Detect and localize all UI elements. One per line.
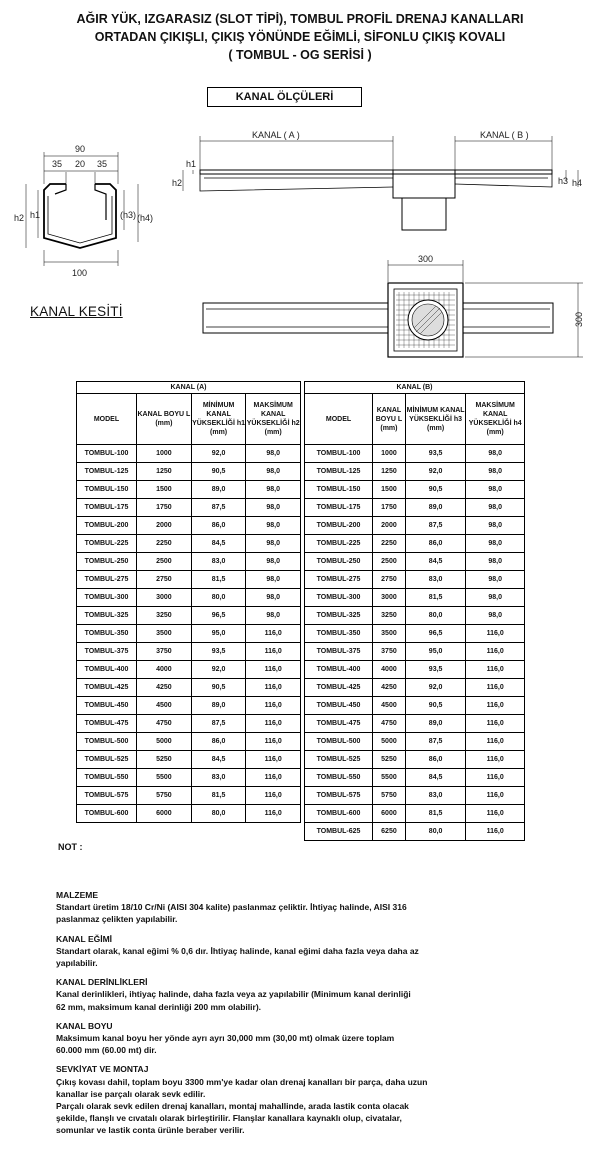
- table-row: [305, 607, 525, 625]
- table-cell: 84,5: [191, 535, 246, 553]
- table-cell: 2000: [373, 517, 406, 535]
- note-title: KANAL BOYU: [56, 1020, 113, 1031]
- table-cell: TOMBUL-525: [305, 751, 373, 769]
- table-cell: 98,0: [246, 445, 301, 463]
- note-line: şekilde, flanşlı ve cıvatalı olarak birleştirilir. Flanşlar kanallara kaynaklı olup, civatalar,: [56, 1113, 402, 1124]
- table-cell: 90,5: [191, 679, 246, 697]
- table-cell: TOMBUL-600: [305, 805, 373, 823]
- table-cell: 4500: [136, 697, 191, 715]
- title-line-2: ORTADAN ÇIKIŞLI, ÇIKIŞ YÖNÜNDE EĞİMLİ, SİFONLU ÇIKIŞ KOVALI: [94, 30, 506, 44]
- table-cell: 3250: [136, 607, 191, 625]
- dim-h4: (h4): [137, 213, 154, 223]
- table-cell: TOMBUL-600: [77, 805, 137, 823]
- table-cell: 116,0: [246, 769, 301, 787]
- note-line: Standart üretim 18/10 Cr/Ni (AISI 304 kalite) paslanmaz çeliktir. İhtiyaç halinde, AISI 316: [56, 902, 407, 913]
- table-cell: 80,0: [405, 823, 466, 841]
- table-cell: 116,0: [466, 715, 525, 733]
- table-cell: 116,0: [466, 661, 525, 679]
- table-row: [77, 769, 301, 787]
- table-cell: 80,0: [405, 607, 466, 625]
- table-cell: TOMBUL-200: [77, 517, 137, 535]
- dim-h2: h2: [14, 213, 25, 223]
- table-cell: 116,0: [466, 697, 525, 715]
- table-cell: 4750: [373, 715, 406, 733]
- table-cell: TOMBUL-550: [305, 769, 373, 787]
- table-cell: 1750: [373, 499, 406, 517]
- table-cell: 98,0: [466, 535, 525, 553]
- table-row: [305, 679, 525, 697]
- dim-h1: h1: [30, 210, 41, 220]
- table-cell: TOMBUL-325: [77, 607, 137, 625]
- table-cell: TOMBUL-625: [305, 823, 373, 841]
- table-cell: 98,0: [466, 517, 525, 535]
- table-row: [77, 715, 301, 733]
- table-cell: 116,0: [466, 769, 525, 787]
- column-header: MODEL: [305, 394, 373, 445]
- table-row: [77, 607, 301, 625]
- side-view-drawing: [183, 136, 578, 230]
- note-line: 62 mm, maksimum kanal derinliği 200 mm olabilir).: [56, 1001, 262, 1012]
- table-cell: TOMBUL-425: [305, 679, 373, 697]
- table-cell: 98,0: [466, 481, 525, 499]
- table-cell: 116,0: [466, 643, 525, 661]
- table-cell: 93,5: [405, 661, 466, 679]
- table-cell: 83,0: [191, 769, 246, 787]
- table-cell: 90,5: [405, 481, 466, 499]
- table-row: [77, 661, 301, 679]
- table-cell: 98,0: [466, 463, 525, 481]
- table-cell: 6250: [373, 823, 406, 841]
- dim-seg-1: 35: [52, 159, 63, 169]
- table-cell: 116,0: [466, 733, 525, 751]
- table-cell: 92,0: [191, 661, 246, 679]
- table-row: [77, 553, 301, 571]
- table-row: [305, 625, 525, 643]
- table-cell: TOMBUL-150: [77, 481, 137, 499]
- table-cell: TOMBUL-200: [305, 517, 373, 535]
- table-cell: 98,0: [246, 463, 301, 481]
- column-header: KANAL BOYU L (mm): [136, 394, 191, 445]
- table-cell: TOMBUL-225: [77, 535, 137, 553]
- table-cell: 84,5: [405, 553, 466, 571]
- table-row: [305, 823, 525, 841]
- table-cell: TOMBUL-275: [305, 571, 373, 589]
- table-cell: 2250: [136, 535, 191, 553]
- table-cell: 5250: [136, 751, 191, 769]
- table-cell: TOMBUL-575: [305, 787, 373, 805]
- table-cell: 1250: [136, 463, 191, 481]
- table-cell: 92,0: [191, 445, 246, 463]
- table-cell: 87,5: [191, 715, 246, 733]
- table-cell: TOMBUL-150: [305, 481, 373, 499]
- table-cell: 3750: [373, 643, 406, 661]
- table-cell: 116,0: [246, 679, 301, 697]
- table-cell: 4250: [373, 679, 406, 697]
- table-cell: TOMBUL-525: [77, 751, 137, 769]
- table-row: [77, 751, 301, 769]
- table-cell: 116,0: [466, 751, 525, 769]
- note-title: KANAL EĞİMİ: [56, 933, 113, 944]
- table-cell: 89,0: [191, 481, 246, 499]
- table-cell: 116,0: [466, 805, 525, 823]
- table-cell: TOMBUL-125: [77, 463, 137, 481]
- table-cell: 116,0: [246, 787, 301, 805]
- dim-h3: (h3): [120, 210, 137, 220]
- table-row: [305, 553, 525, 571]
- table-cell: TOMBUL-400: [305, 661, 373, 679]
- table-cell: 87,5: [405, 517, 466, 535]
- table-row: [77, 625, 301, 643]
- dim-width-top: 90: [75, 144, 86, 154]
- table-cell: 81,5: [405, 805, 466, 823]
- side-h4: h4: [572, 178, 583, 188]
- table-cell: 92,0: [405, 463, 466, 481]
- table-cell: 116,0: [466, 625, 525, 643]
- note-line: kanallar ise parçalı olarak sevk edilir.: [56, 1088, 206, 1099]
- table-cell: 116,0: [466, 679, 525, 697]
- table-row: [77, 805, 301, 823]
- table-cell: 5500: [136, 769, 191, 787]
- table-row: [77, 697, 301, 715]
- table-cell: 96,5: [405, 625, 466, 643]
- table-row: [77, 643, 301, 661]
- table-cell: 90,5: [191, 463, 246, 481]
- column-header: MAKSİMUM KANAL YÜKSEKLİĞİ h2 (mm): [246, 394, 301, 445]
- table-row: [305, 715, 525, 733]
- table-row: [305, 463, 525, 481]
- table-cell: 5250: [373, 751, 406, 769]
- table-row: [305, 445, 525, 463]
- table-cell: 95,0: [191, 625, 246, 643]
- title-line-1: AĞIR YÜK, IZGARASIZ (SLOT TİPİ), TOMBUL PROFİL DRENAJ KANALLARI: [76, 12, 524, 26]
- table-cell: 86,0: [405, 751, 466, 769]
- table-cell: TOMBUL-275: [77, 571, 137, 589]
- table-cell: 116,0: [246, 643, 301, 661]
- table-row: [77, 463, 301, 481]
- table-cell: 89,0: [191, 697, 246, 715]
- table-cell: TOMBUL-225: [305, 535, 373, 553]
- table-cell: 98,0: [466, 499, 525, 517]
- table-row: [305, 661, 525, 679]
- table-cell: 87,5: [405, 733, 466, 751]
- table-row: [305, 571, 525, 589]
- table-cell: TOMBUL-100: [77, 445, 137, 463]
- table-cell: 98,0: [466, 571, 525, 589]
- table-b-group: KANAL (B): [305, 382, 525, 394]
- table-cell: 98,0: [466, 445, 525, 463]
- table-cell: 1250: [373, 463, 406, 481]
- table-cell: 4250: [136, 679, 191, 697]
- table-row: [77, 535, 301, 553]
- table-cell: 98,0: [246, 517, 301, 535]
- table-cell: TOMBUL-450: [77, 697, 137, 715]
- table-cell: 98,0: [466, 553, 525, 571]
- top-dim-width: 300: [418, 254, 434, 264]
- table-kanal-b: [304, 381, 525, 841]
- table-row: [305, 499, 525, 517]
- table-cell: 1750: [136, 499, 191, 517]
- table-cell: 1000: [136, 445, 191, 463]
- column-header: MODEL: [77, 394, 137, 445]
- table-row: [305, 697, 525, 715]
- table-row: [305, 751, 525, 769]
- note-line: Parçalı olarak sevk edilen drenaj kanalları, montaj mahallinde, arada lastik conta olacak: [56, 1101, 409, 1112]
- table-cell: 98,0: [246, 481, 301, 499]
- cross-section-drawing: [26, 152, 138, 266]
- table-cell: TOMBUL-175: [305, 499, 373, 517]
- table-row: [77, 589, 301, 607]
- table-cell: 3000: [136, 589, 191, 607]
- table-cell: 86,0: [191, 517, 246, 535]
- table-cell: 116,0: [466, 787, 525, 805]
- label-kanal-b: KANAL ( B ): [480, 130, 529, 140]
- note-line: Standart olarak, kanal eğimi % 0,6 dır. İhtiyaç halinde, kanal eğimi daha fazla veya daha az: [56, 945, 419, 956]
- table-a-group: KANAL (A): [77, 382, 301, 394]
- table-cell: 81,5: [191, 571, 246, 589]
- table-cell: TOMBUL-350: [77, 625, 137, 643]
- table-cell: TOMBUL-175: [77, 499, 137, 517]
- table-cell: 116,0: [246, 733, 301, 751]
- table-cell: TOMBUL-300: [77, 589, 137, 607]
- table-cell: 116,0: [246, 715, 301, 733]
- table-cell: 96,5: [191, 607, 246, 625]
- table-cell: TOMBUL-125: [305, 463, 373, 481]
- table-cell: 1500: [136, 481, 191, 499]
- table-cell: TOMBUL-500: [305, 733, 373, 751]
- table-kanal-a: [76, 381, 301, 823]
- table-row: [305, 769, 525, 787]
- table-cell: TOMBUL-400: [77, 661, 137, 679]
- dim-seg-3: 35: [97, 159, 108, 169]
- table-cell: 1500: [373, 481, 406, 499]
- note-title: KANAL DERİNLİKLERİ: [56, 977, 148, 988]
- table-cell: 4000: [136, 661, 191, 679]
- table-cell: 116,0: [246, 697, 301, 715]
- table-cell: 98,0: [246, 535, 301, 553]
- table-cell: 98,0: [246, 607, 301, 625]
- table-cell: TOMBUL-575: [77, 787, 137, 805]
- table-cell: TOMBUL-475: [77, 715, 137, 733]
- table-cell: TOMBUL-350: [305, 625, 373, 643]
- table-cell: TOMBUL-425: [77, 679, 137, 697]
- table-cell: 2500: [136, 553, 191, 571]
- table-cell: 5750: [373, 787, 406, 805]
- side-h1: h1: [186, 159, 197, 169]
- table-cell: 98,0: [246, 589, 301, 607]
- table-row: [77, 499, 301, 517]
- table-cell: TOMBUL-550: [77, 769, 137, 787]
- table-cell: 90,5: [405, 697, 466, 715]
- table-row: [77, 445, 301, 463]
- column-header: MİNİMUM KANAL YÜKSEKLİĞİ h3 (mm): [405, 394, 466, 445]
- top-view-drawing: [203, 260, 583, 357]
- side-h3: h3: [558, 176, 569, 186]
- table-cell: 2750: [373, 571, 406, 589]
- table-cell: 4500: [373, 697, 406, 715]
- table-cell: 84,5: [405, 769, 466, 787]
- table-cell: 84,5: [191, 751, 246, 769]
- table-cell: 4750: [136, 715, 191, 733]
- table-cell: TOMBUL-325: [305, 607, 373, 625]
- section-title-box: KANAL ÖLÇÜLERİ: [207, 87, 362, 107]
- table-cell: TOMBUL-500: [77, 733, 137, 751]
- table-cell: 3500: [373, 625, 406, 643]
- table-cell: 93,5: [405, 445, 466, 463]
- table-cell: 6000: [373, 805, 406, 823]
- table-cell: 87,5: [191, 499, 246, 517]
- table-cell: TOMBUL-300: [305, 589, 373, 607]
- table-cell: 3750: [136, 643, 191, 661]
- table-cell: TOMBUL-250: [305, 553, 373, 571]
- table-cell: 2750: [136, 571, 191, 589]
- note-line: Çıkış kovası dahil, toplam boyu 3300 mm'ye kadar olan drenaj kanalları bir parça, daha uzun: [56, 1076, 428, 1087]
- note-line: yapılabilir.: [56, 958, 98, 969]
- table-cell: 83,0: [191, 553, 246, 571]
- table-row: [305, 589, 525, 607]
- table-cell: 3500: [136, 625, 191, 643]
- table-cell: 3000: [373, 589, 406, 607]
- table-cell: 93,5: [191, 643, 246, 661]
- label-kanal-a: KANAL ( A ): [252, 130, 300, 140]
- table-cell: 1000: [373, 445, 406, 463]
- table-cell: 98,0: [246, 553, 301, 571]
- table-cell: TOMBUL-250: [77, 553, 137, 571]
- table-cell: 81,5: [405, 589, 466, 607]
- column-header: MAKSİMUM KANAL YÜKSEKLİĞİ h4 (mm): [466, 394, 525, 445]
- table-cell: 80,0: [191, 805, 246, 823]
- table-row: [305, 535, 525, 553]
- table-cell: 98,0: [246, 571, 301, 589]
- table-cell: 116,0: [246, 751, 301, 769]
- table-row: [77, 679, 301, 697]
- table-cell: 98,0: [466, 589, 525, 607]
- table-cell: 3250: [373, 607, 406, 625]
- title-line-3: ( TOMBUL - OG SERİSİ ): [228, 48, 372, 62]
- table-cell: 86,0: [405, 535, 466, 553]
- section-label: KANAL KESİTİ: [30, 304, 123, 319]
- table-cell: TOMBUL-450: [305, 697, 373, 715]
- table-cell: 89,0: [405, 499, 466, 517]
- table-cell: 2000: [136, 517, 191, 535]
- table-row: [305, 517, 525, 535]
- table-cell: 86,0: [191, 733, 246, 751]
- table-cell: TOMBUL-100: [305, 445, 373, 463]
- table-cell: 2500: [373, 553, 406, 571]
- table-cell: 83,0: [405, 787, 466, 805]
- table-row: [305, 733, 525, 751]
- notes-heading: NOT :: [58, 842, 83, 852]
- table-row: [305, 643, 525, 661]
- table-cell: 83,0: [405, 571, 466, 589]
- note-title: MALZEME: [56, 890, 99, 900]
- table-row: [305, 481, 525, 499]
- table-row: [77, 481, 301, 499]
- notes-section: [56, 842, 556, 1137]
- table-row: [77, 733, 301, 751]
- table-row: [305, 787, 525, 805]
- note-line: Kanal derinlikleri, ihtiyaç halinde, daha fazla veya az yapılabilir (Minimum kanal derinliği: [56, 989, 411, 1000]
- table-cell: 80,0: [191, 589, 246, 607]
- dim-seg-2: 20: [75, 159, 86, 169]
- table-cell: 116,0: [246, 661, 301, 679]
- table-cell: 81,5: [191, 787, 246, 805]
- note-title: SEVKİYAT VE MONTAJ: [56, 1064, 149, 1075]
- table-cell: TOMBUL-375: [77, 643, 137, 661]
- note-line: somunlar ve lastik conta ürünle beraber verilir.: [56, 1125, 245, 1136]
- top-dim-height: 300: [574, 311, 584, 327]
- column-header: MİNİMUM KANAL YÜKSEKLİĞİ h1 (mm): [191, 394, 246, 445]
- note-line: 60.000 mm (60.00 mt) dir.: [56, 1045, 157, 1056]
- table-cell: 98,0: [466, 607, 525, 625]
- note-line: Maksimum kanal boyu her yönde ayrı ayrı 30,000 mm (30,00 mt) olmak üzere toplam: [56, 1033, 395, 1044]
- table-cell: 5500: [373, 769, 406, 787]
- dim-width-bottom: 100: [72, 268, 88, 278]
- table-row: [77, 787, 301, 805]
- table-cell: 4000: [373, 661, 406, 679]
- table-cell: TOMBUL-475: [305, 715, 373, 733]
- table-cell: 92,0: [405, 679, 466, 697]
- table-cell: 2250: [373, 535, 406, 553]
- side-h2: h2: [172, 178, 183, 188]
- technical-drawings: [0, 0, 600, 380]
- table-cell: 116,0: [246, 805, 301, 823]
- table-cell: 89,0: [405, 715, 466, 733]
- table-cell: 116,0: [246, 625, 301, 643]
- table-cell: 5750: [136, 787, 191, 805]
- column-header: KANAL BOYU L (mm): [373, 394, 406, 445]
- table-cell: 6000: [136, 805, 191, 823]
- table-cell: 116,0: [466, 823, 525, 841]
- table-row: [305, 805, 525, 823]
- table-cell: 5000: [373, 733, 406, 751]
- table-cell: 98,0: [246, 499, 301, 517]
- table-row: [77, 517, 301, 535]
- table-row: [77, 571, 301, 589]
- table-cell: 95,0: [405, 643, 466, 661]
- table-cell: TOMBUL-375: [305, 643, 373, 661]
- note-line: paslanmaz çelikten yapılabilir.: [56, 914, 178, 925]
- table-cell: 5000: [136, 733, 191, 751]
